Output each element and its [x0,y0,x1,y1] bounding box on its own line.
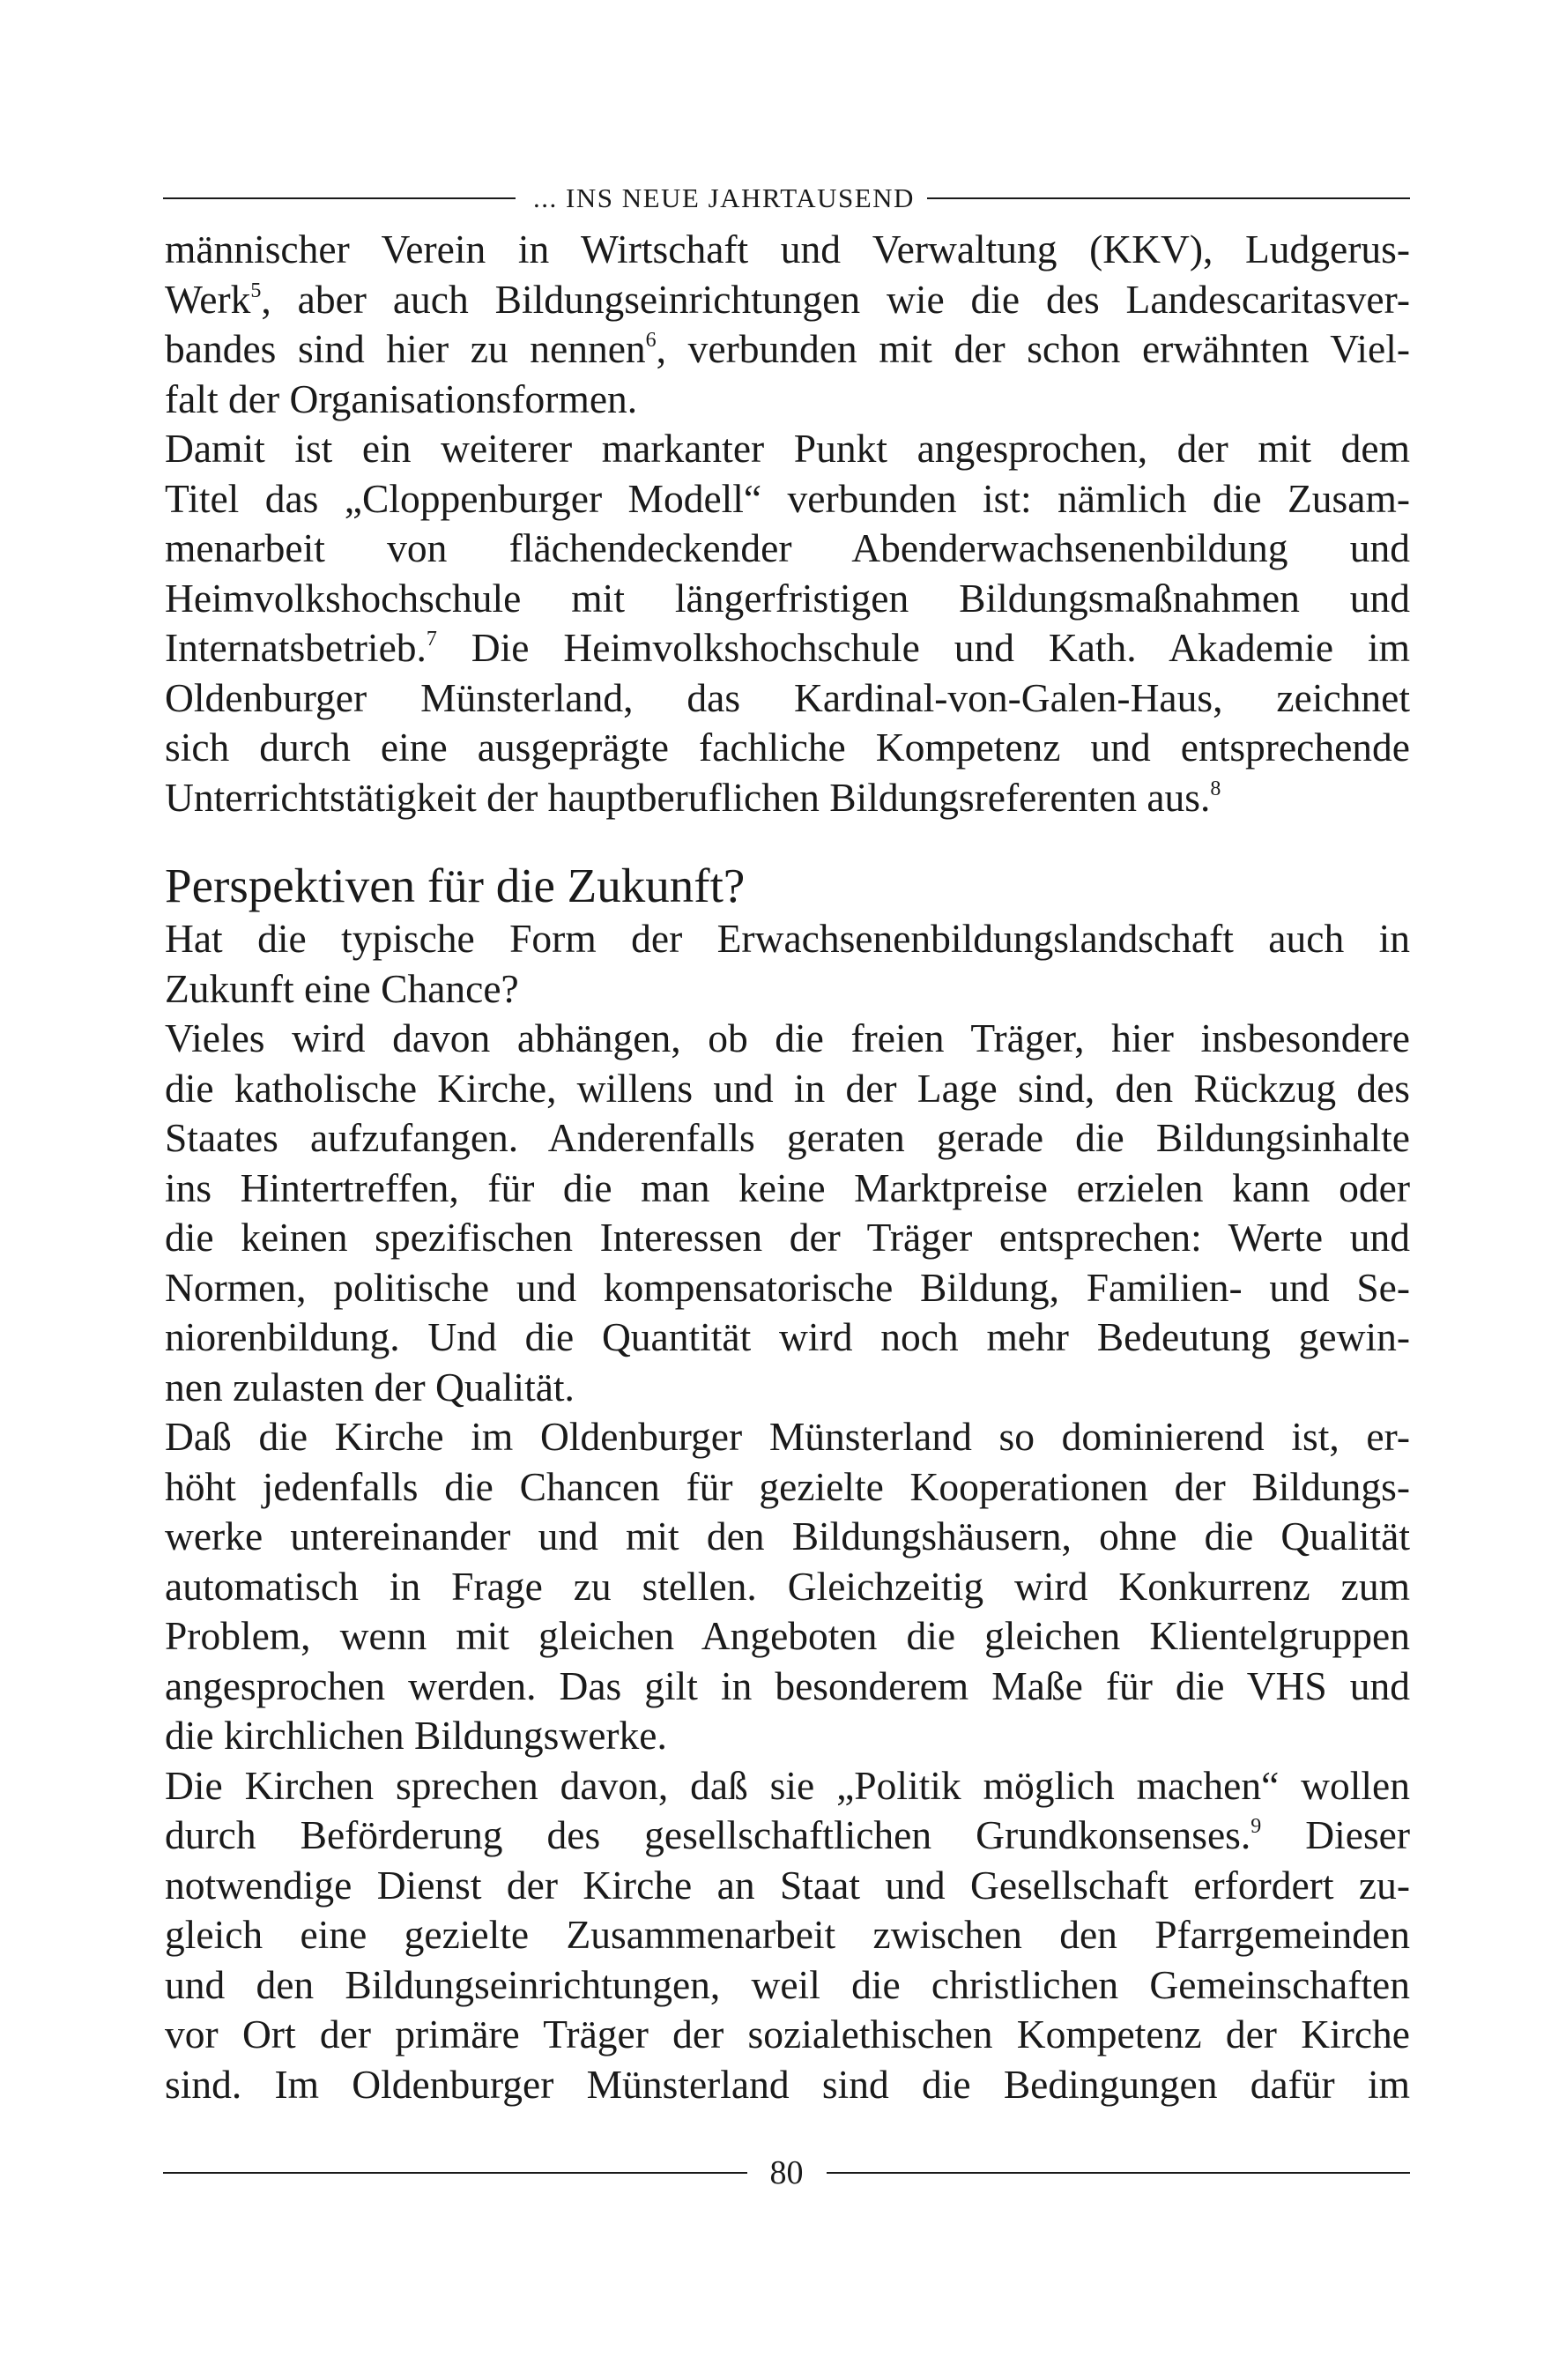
text-line [165,1811,1410,1861]
text-run: Damit ist ein weiterer markanter Punkt angesprochen, der mit dem [165,426,1410,471]
text-line [165,275,1410,325]
text-run: Hat die typische Form der Erwachsenenbildungslandschaft auch in [165,916,1410,961]
paragraph [165,914,1410,1014]
text-line [165,773,1410,823]
page-footer [163,2146,1410,2199]
text-run: und den Bildungseinrichtungen, weil die christlichen Gemeinschaften [165,1961,1410,2007]
text-line [165,1611,1410,1662]
text-line [165,225,1410,275]
text-line [165,1761,1410,1811]
paragraph [165,424,1410,822]
footnote-marker: 5 [250,279,262,302]
text-line [165,1313,1410,1363]
text-run: Heimvolkshochschule mit längerfristigen Bildungsmaßnahmen und [165,575,1410,621]
text-line [165,2060,1410,2110]
text-line [165,1363,1410,1413]
text-run: nen zulasten der Qualität. [165,1364,575,1409]
text-line [165,1462,1410,1513]
paragraph [165,1014,1410,1412]
text-run: die katholische Kirche, willens und in der Lage sind, den Rückzug des [165,1065,1410,1111]
text-line [165,914,1410,964]
text-line [165,1512,1410,1562]
paragraph [165,225,1410,424]
text-run: die keinen spezifischen Interessen der Träger entsprechen: Werte und [165,1215,1410,1260]
text-run: ins Hintertreffen, für die man keine Marktpreise erzielen kann oder [165,1164,1410,1210]
text-run: , verbunden mit der schon erwähnten Viel- [656,326,1410,371]
text-run: Die Heimvolkshochschule und Kath. Akademie im [436,625,1410,670]
text-line [165,2010,1410,2060]
body-text [165,225,1410,2109]
text-run: werke untereinander und mit den Bildungshäusern, ohne die Qualität [165,1514,1410,1558]
text-line [165,673,1410,724]
text-run: sind. Im Oldenburger Münsterland sind die Bedingungen dafür im [165,2061,1410,2107]
text-line [165,1113,1410,1164]
text-run: Internatsbetrieb. [165,625,427,670]
paragraph [165,1761,1410,2110]
text-line [165,1910,1410,1960]
text-run: männischer Verein in Wirtschaft und Verwaltung (KKV), Ludgerus- [165,227,1410,271]
text-line [165,574,1410,624]
text-run: Werk [165,276,251,322]
text-run: Normen, politische und kompensatorische Bildung, Familien- und Se- [165,1264,1410,1310]
text-line [165,1164,1410,1214]
text-run: sich durch eine ausgeprägte fachliche Kompetenz und entsprechende [165,725,1410,770]
footnote-marker: 9 [1250,1815,1262,1838]
text-line [165,424,1410,474]
running-header [163,176,1410,220]
text-run: vor Ort der primäre Träger der sozialethischen Kompetenz der Kirche [165,2012,1410,2056]
footer-rule-right [827,2172,1411,2174]
text-run: Die Kirchen sprechen davon, daß sie „Politik möglich machen“ wollen [165,1762,1410,1808]
text-line [165,1662,1410,1712]
text-run: angesprochen werden. Das gilt in besonderem Maße für die VHS und [165,1662,1410,1708]
footer-rule-left [163,2172,747,2174]
text-line [165,1064,1410,1114]
text-line [165,623,1410,673]
text-run: die kirchlichen Bildungswerke. [165,1713,667,1758]
text-run: , aber auch Bildungseinrichtungen wie die des Landescaritasver- [261,276,1410,322]
text-run: gleich eine gezielte Zusammenarbeit zwischen den Pfarrgemeinden [165,1912,1410,1957]
text-run: Staates aufzufangen. Anderenfalls geraten gerade die Bildungsinhalte [165,1115,1410,1160]
text-run: Oldenburger Münsterland, das Kardinal-von-Galen-Haus, zeichnet [165,674,1410,720]
text-line [165,1213,1410,1263]
text-run: Vieles wird davon abhängen, ob die freien Träger, hier insbesondere [165,1015,1410,1060]
paragraph [165,1412,1410,1761]
text-run: bandes sind hier zu nennen [165,326,646,371]
text-line [165,1861,1410,1911]
text-run: menarbeit von flächendeckender Abenderwachsenenbildung und [165,525,1410,570]
text-line [165,1014,1410,1064]
footnote-marker: 7 [426,628,437,651]
text-run: notwendige Dienst der Kirche an Staat und Gesellschaft erfordert zu- [165,1862,1410,1908]
text-line [165,474,1410,524]
footnote-marker: 6 [645,329,657,352]
text-line [165,324,1410,375]
text-run: automatisch in Frage zu stellen. Gleichzeitig wird Konkurrenz zum [165,1563,1410,1609]
text-line [165,1263,1410,1313]
text-run: Titel das „Cloppenburger Modell“ verbunden ist: nämlich die Zusam- [165,475,1410,521]
running-header-title: ... INS NEUE JAHRTAUSEND [533,182,915,213]
text-line [165,1562,1410,1612]
footnote-marker: 8 [1210,777,1221,800]
text-line [165,1412,1410,1462]
text-run: falt der Organisationsformen. [165,376,638,421]
text-run: Zukunft eine Chance? [165,965,519,1011]
section-heading: Perspektiven für die Zukunft? [165,859,746,912]
intro-paragraphs [165,225,1410,822]
text-line [165,524,1410,574]
text-run: Unterrichtstätigkeit der hauptberuflichen Bildungsreferenten aus. [165,774,1211,820]
header-rule-right [927,197,1410,199]
header-rule-left [163,197,516,199]
text-line [165,723,1410,773]
text-line [165,964,1410,1015]
text-run: Problem, wenn mit gleichen Angeboten die gleichen Klientelgruppen [165,1613,1410,1658]
page-number: 80 [769,2154,804,2191]
text-run: Daß die Kirche im Oldenburger Münsterland so dominierend ist, er- [165,1414,1410,1459]
section-paragraphs [165,914,1410,2109]
text-line [165,375,1410,425]
text-run: durch Beförderung des gesellschaftlichen Grundkonsenses. [165,1812,1251,1857]
text-line [165,1960,1410,2011]
text-run: niorenbildung. Und die Quantität wird noch mehr Bedeutung gewin- [165,1314,1410,1359]
text-line [165,1711,1410,1761]
text-run: Dieser [1261,1812,1411,1857]
text-run: höht jedenfalls die Chancen für gezielte Kooperationen der Bildungs- [165,1463,1410,1509]
